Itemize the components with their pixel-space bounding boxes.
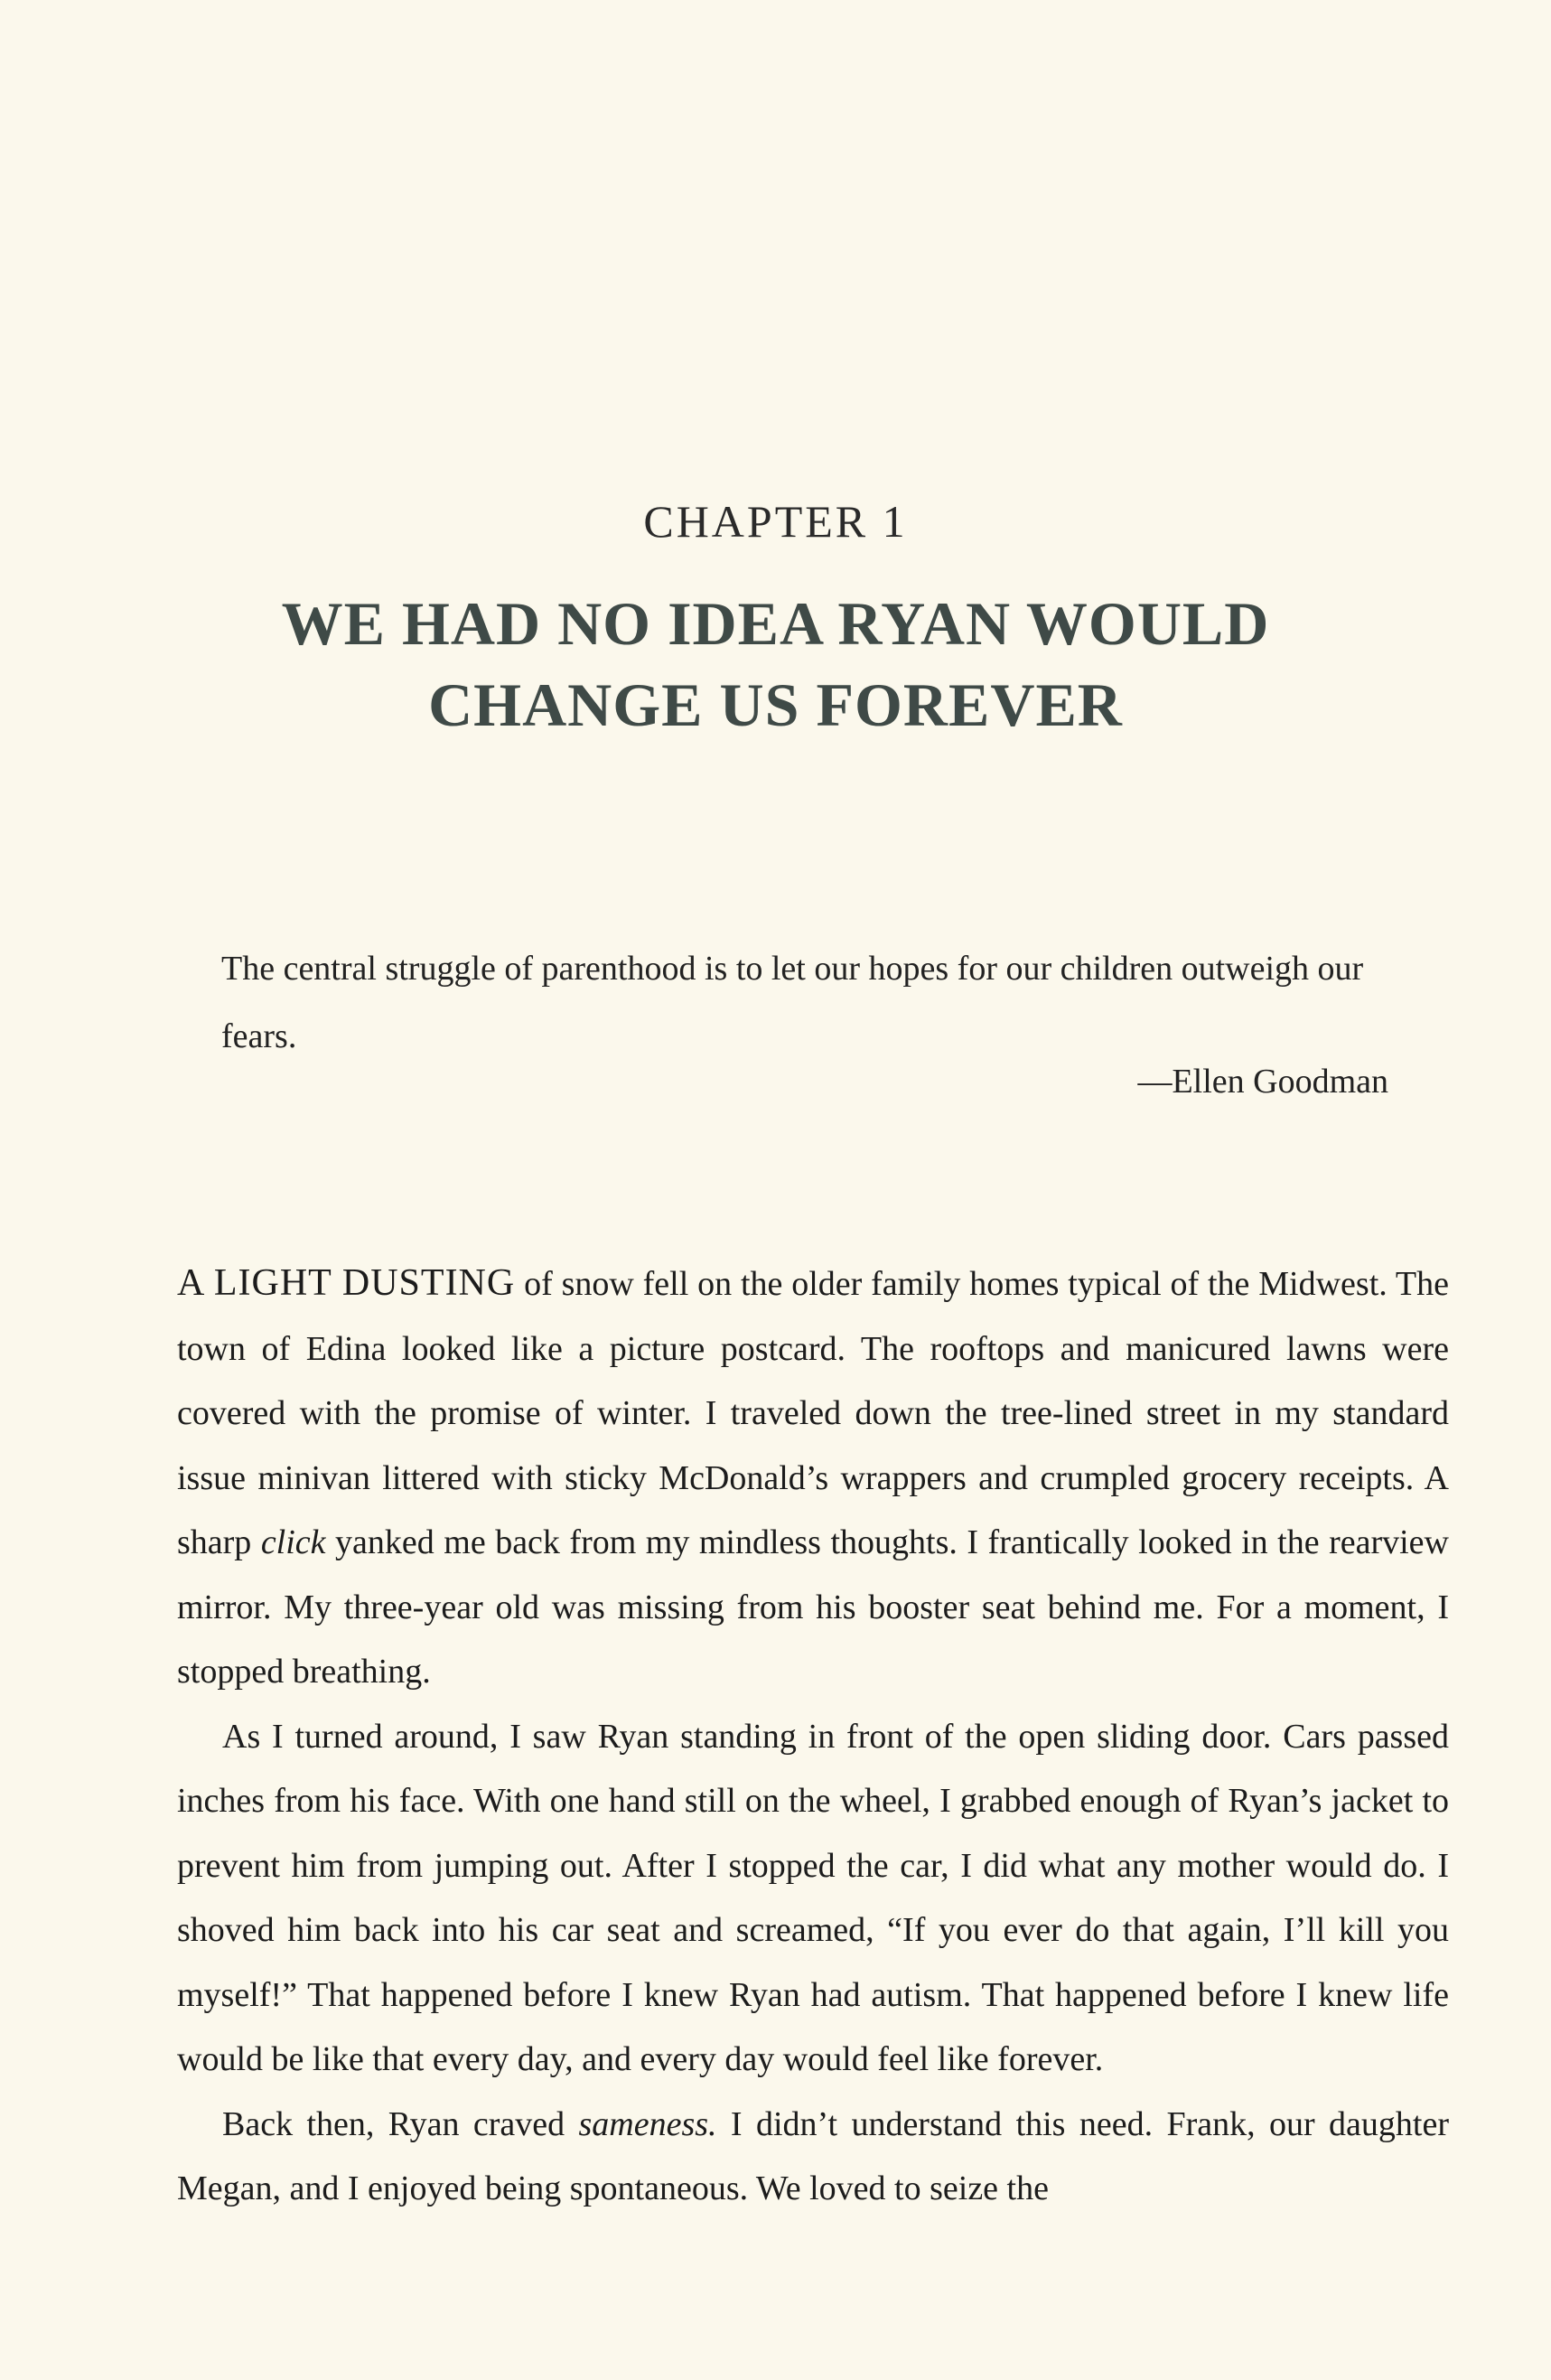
chapter-title-line-2: CHANGE US FOREVER: [428, 670, 1123, 739]
epigraph-attribution: —Ellen Goodman: [1137, 1063, 1388, 1101]
lead-in-text: A LIGHT DUSTING: [177, 1262, 516, 1304]
chapter-body: [177, 1251, 1449, 2222]
paragraph-3: [177, 2093, 1449, 2222]
paragraph-1-text-a: of snow fell on the older family homes typical of the Midwest. The town of Edina looked like a picture postcard. The rooftops and manicured lawns were covered with the promise of winter. I traveled down the tree-lined street in my standard issue minivan littered with sticky McDonald’s wrappers and crumpled grocery receipts. A sharp: [177, 1265, 1449, 1561]
paragraph-1-emphasis: click: [260, 1523, 326, 1561]
paragraph-3-text-a: Back then, Ryan craved: [222, 2104, 579, 2143]
paragraph-3-text-b: I didn’t understand this need. Frank, our daughter Megan, and I enjoyed being spontaneous. We loved to seize the: [177, 2104, 1449, 2207]
chapter-title: [117, 583, 1434, 745]
chapter-number: CHAPTER 1: [643, 496, 908, 547]
paragraph-1: [177, 1251, 1449, 1705]
chapter-title-line-1: WE HAD NO IDEA RYAN WOULD: [281, 589, 1270, 658]
paragraph-1-text-b: yanked me back from my mindless thoughts. I frantically looked in the rearview mirror. My three-year old was missing from his booster seat behind me. For a moment, I stopped breathing.: [177, 1523, 1449, 1691]
epigraph-quote: The central struggle of parenthood is to let our hopes for our children outweigh our fears.: [221, 950, 1364, 1055]
paragraph-2: As I turned around, I saw Ryan standing in front of the open sliding door. Cars passed inches from his face. With one hand still on the wheel, I grabbed enough of Ryan’s jacket to prevent him from jumping out. After I stopped the car, I did what any mother would do. I shoved him back into his car seat and screamed, “If you ever do that again, I’ll kill you myself!” That happened before I knew Ryan had autism. That happened before I knew life would be like that every day, and every day would feel like forever.: [177, 1717, 1449, 2078]
paragraph-3-emphasis: sameness.: [578, 2104, 717, 2143]
